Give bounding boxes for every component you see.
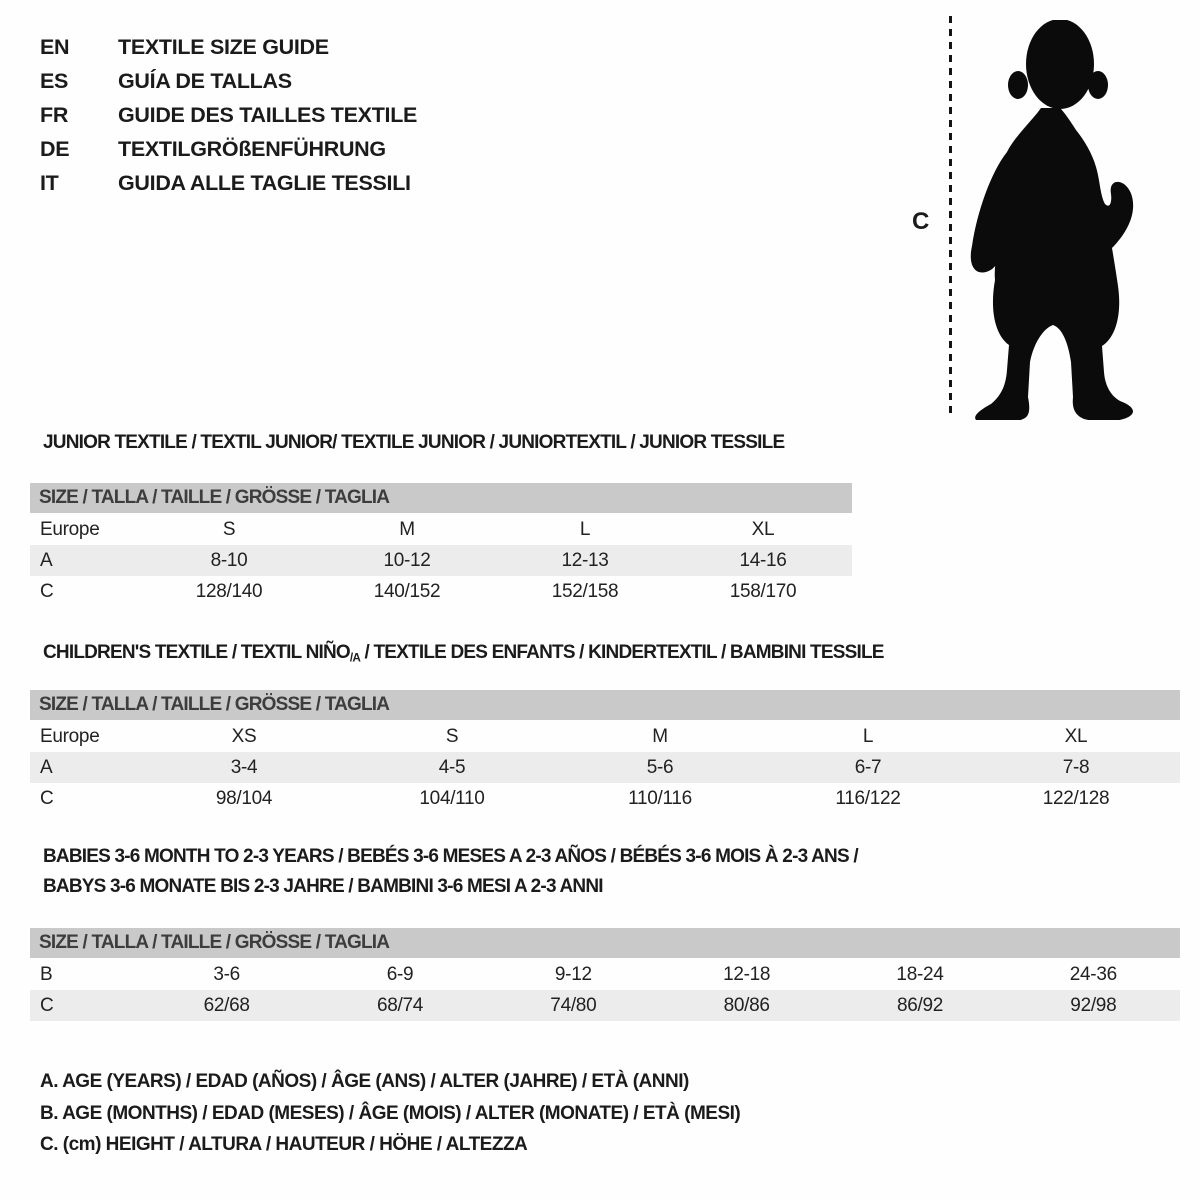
table-row [30, 545, 852, 576]
height-measure-dashed-line [949, 16, 952, 416]
junior-size-table [30, 514, 852, 607]
size-cell: 74/80 [550, 994, 597, 1016]
language-row [40, 132, 417, 166]
size-cell: 62/68 [203, 994, 250, 1016]
size-cell: 6-9 [386, 963, 414, 985]
size-cell: XL [1064, 725, 1088, 747]
language-row [40, 64, 417, 98]
size-cell: S [445, 725, 459, 747]
size-cell: L [579, 518, 591, 540]
size-cell: 122/128 [1042, 787, 1110, 809]
size-cell: 92/98 [1070, 994, 1117, 1016]
row-label: C [40, 787, 54, 809]
language-row [40, 98, 417, 132]
children-section-title [43, 642, 884, 664]
babies-title-line1: BABIES 3-6 MONTH TO 2-3 YEARS / BEBÉS 3-6 MESES A 2-3 AÑOS / BÉBÉS 3-6 MOIS À 2-3 ANS / [43, 846, 858, 867]
size-cell: M [399, 518, 415, 540]
size-cell: L [862, 725, 874, 747]
language-row [40, 166, 417, 200]
size-cell: 116/122 [835, 787, 901, 809]
size-cell: 98/104 [215, 787, 273, 809]
size-cell: 4-5 [438, 756, 466, 778]
table-row [30, 721, 1180, 752]
guide-title: GUÍA DE TALLAS [118, 69, 292, 93]
row-label: A [40, 756, 53, 778]
height-measure-label: C [912, 208, 930, 235]
junior-size-header-bar: SIZE / TALLA / TAILLE / GRÖSSE / TAGLIA [30, 483, 852, 513]
size-cell: 3-6 [213, 963, 240, 985]
table-row [30, 576, 852, 607]
size-cell: 158/170 [729, 580, 797, 602]
size-cell: M [652, 725, 668, 747]
size-cell: 24-36 [1069, 963, 1117, 985]
size-cell: 68/74 [376, 994, 424, 1016]
legend-height-cm: C. (cm) HEIGHT / ALTURA / HAUTEUR / HÖHE / ALTEZZA [40, 1134, 528, 1155]
size-cell: 5-6 [646, 756, 674, 778]
children-title-pre: CHILDREN'S TEXTILE / TEXTIL NIÑO [43, 642, 350, 663]
babies-size-table [30, 959, 1180, 1021]
size-cell: XS [231, 725, 257, 747]
baby-body [971, 108, 1133, 420]
guide-title: GUIDA ALLE TAGLIE TESSILI [118, 171, 411, 195]
row-label: B [40, 963, 53, 985]
table-row [30, 959, 1180, 990]
language-code: EN [40, 35, 70, 59]
guide-title: TEXTILE SIZE GUIDE [118, 35, 329, 59]
table-row [30, 783, 1180, 814]
legend-age-months: B. AGE (MONTHS) / EDAD (MESES) / ÂGE (MOIS) / ALTER (MONATE) / ETÀ (MESI) [40, 1102, 741, 1124]
baby-head [1026, 20, 1094, 109]
guide-title: GUIDE DES TAILLES TEXTILE [118, 103, 418, 127]
table-row [30, 514, 852, 545]
size-cell: 7-8 [1062, 756, 1090, 778]
baby-ear-right [1088, 71, 1108, 99]
junior-section-title: JUNIOR TEXTILE / TEXTIL JUNIOR/ TEXTILE JUNIOR / JUNIORTEXTIL / JUNIOR TESSILE [43, 432, 785, 453]
size-cell: XL [751, 518, 775, 540]
baby-ear-left [1008, 71, 1028, 99]
row-label: Europe [40, 725, 100, 747]
table-row [30, 752, 1180, 783]
size-cell: 9-12 [554, 963, 592, 985]
size-cell: 104/110 [419, 787, 485, 809]
guide-title: TEXTILGRÖßENFÜHRUNG [118, 137, 386, 161]
size-cell: 14-16 [739, 549, 787, 571]
size-cell: S [222, 518, 236, 540]
size-cell: 18-24 [896, 963, 944, 985]
row-label: C [40, 994, 54, 1016]
language-code: DE [40, 137, 70, 161]
size-cell: 12-13 [561, 549, 609, 571]
size-cell: 10-12 [383, 549, 431, 571]
size-cell: 128/140 [195, 580, 263, 602]
language-code: IT [40, 171, 59, 195]
children-title-post: / TEXTILE DES ENFANTS / KINDERTEXTIL / BAMBINI TESSILE [360, 642, 884, 663]
children-title-subscript: /A [349, 651, 361, 665]
baby-silhouette [965, 20, 1140, 420]
size-cell: 8-10 [210, 549, 248, 571]
row-label: C [40, 580, 54, 602]
size-cell: 140/152 [373, 580, 441, 602]
babies-size-header-bar: SIZE / TALLA / TAILLE / GRÖSSE / TAGLIA [30, 928, 1180, 958]
legend-age-years: A. AGE (YEARS) / EDAD (AÑOS) / ÂGE (ANS) / ALTER (JAHRE) / ETÀ (ANNI) [40, 1071, 689, 1092]
size-cell: 86/92 [896, 994, 943, 1016]
language-code: ES [40, 69, 69, 93]
language-row [40, 30, 417, 64]
measure-legend [40, 1066, 740, 1161]
language-code: FR [40, 103, 69, 127]
table-row [30, 990, 1180, 1021]
size-cell: 12-18 [723, 963, 771, 985]
language-title-block [40, 30, 417, 200]
babies-section-title [43, 842, 858, 902]
size-cell: 110/116 [628, 787, 692, 809]
size-cell: 6-7 [854, 756, 882, 778]
size-cell: 80/86 [723, 994, 770, 1016]
row-label: A [40, 549, 53, 571]
size-cell: 152/158 [551, 580, 619, 602]
size-cell: 3-4 [230, 756, 258, 778]
children-size-header-bar: SIZE / TALLA / TAILLE / GRÖSSE / TAGLIA [30, 690, 1180, 720]
children-size-table [30, 721, 1180, 814]
row-label: Europe [40, 518, 100, 540]
babies-title-line2: BABYS 3-6 MONATE BIS 2-3 JAHRE / BAMBINI 3-6 MESI A 2-3 ANNI [43, 876, 603, 897]
